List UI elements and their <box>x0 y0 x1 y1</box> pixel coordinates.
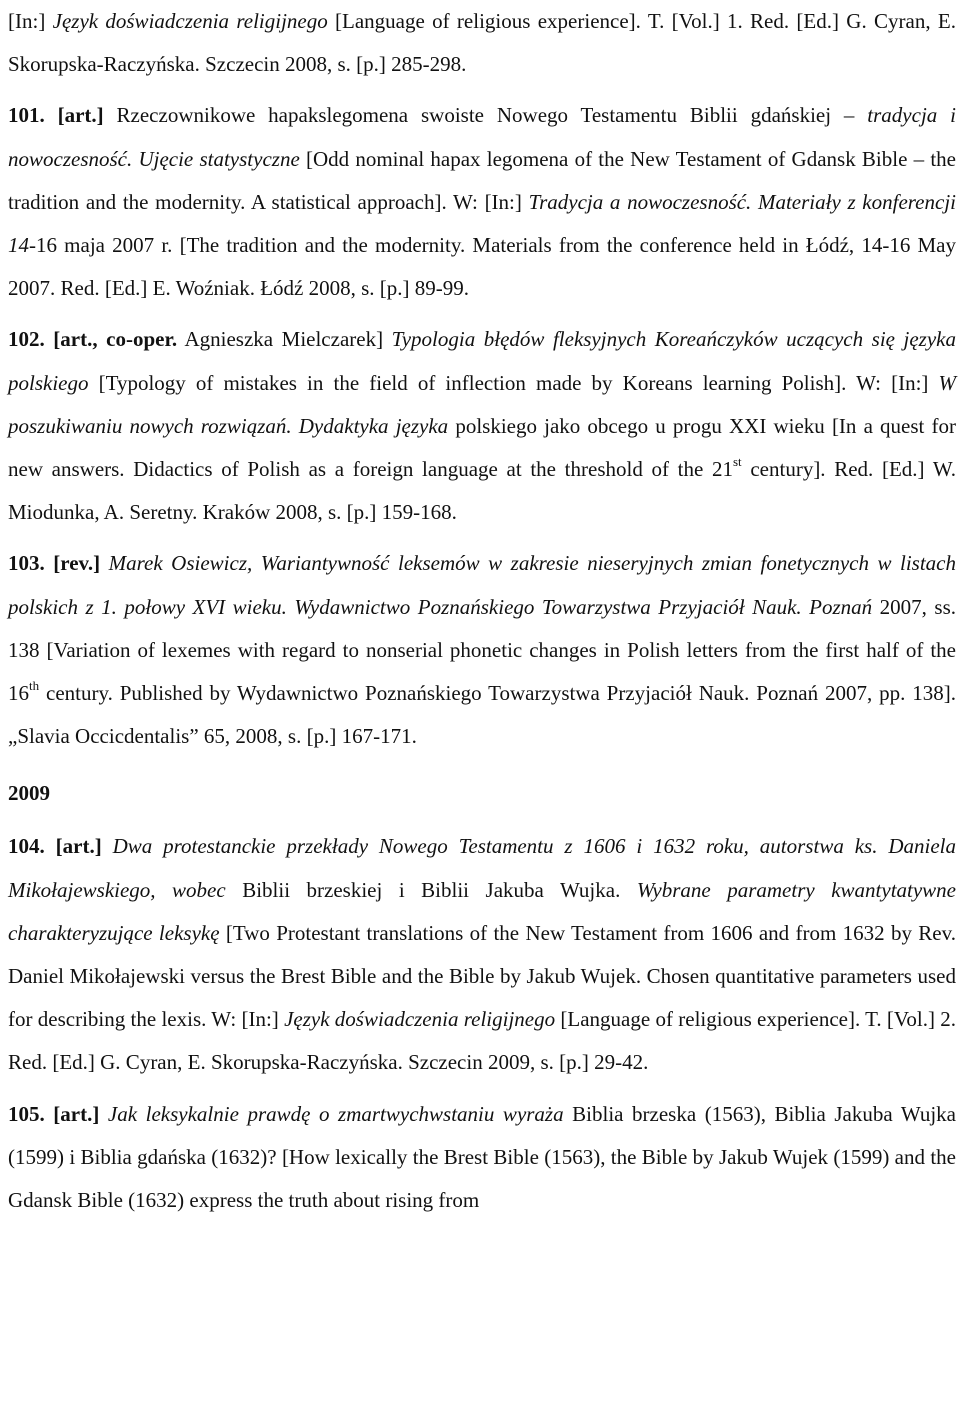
document-page <box>8 0 956 1222</box>
entry-text: [Odd nominal hapax legomena of the New Testament of Gdansk Bible – the tradition and the modernity. A statistical approach]. W: [In:] <box>8 146 956 214</box>
bibliography-entry-104 <box>8 825 956 1084</box>
entry-text: Rzeczownikowe hapakslegomena swoiste Nowego Testamentu Biblii gdańskiej – <box>103 103 868 128</box>
entry-title-italic: W poszukiwaniu nowych rozwiązań. Dydaktyka języka <box>8 370 956 438</box>
entry-text: [Language of religious experience]. T. [Vol.] 1. Red. [Ed.] G. Cyran, E. Skorupska-Raczyńska. Szczecin 2008, s. [p.] 285-298. <box>8 9 956 77</box>
entry-title-italic: Wybrane parametry kwantytatywne charakteryzujące leksykę <box>8 877 957 945</box>
entry-title-italic: Język doświadczenia religijnego <box>52 9 328 33</box>
bibliography-entry-105 <box>8 1093 956 1223</box>
entry-number: 105. [art.] <box>8 1101 100 1126</box>
entry-text <box>99 1102 108 1126</box>
entry-text: Agnieszka Mielczarek] <box>177 327 392 352</box>
entry-text: Biblii brzeskiej i Biblii Jakuba Wujka. <box>225 877 637 902</box>
year-heading: 2009 <box>8 781 50 806</box>
entry-text: 2007, ss. 138 [Variation of lexemes with regard to nonserial phonetic changes in Polish letters from the first half of the 16 <box>8 594 956 706</box>
entry-number: 104. [art.] <box>8 834 102 859</box>
superscript: st <box>733 454 742 470</box>
entry-text <box>100 551 109 575</box>
bibliography-entry-100-tail <box>8 0 956 86</box>
entry-title-italic: Jak leksykalnie prawdę o zmartwychwstaniu wyraża <box>107 1101 564 1126</box>
entry-title-italic: tradycja i nowoczesność. Ujęcie statystyczne <box>8 103 956 171</box>
entry-number: 102. [art., co-oper. <box>8 327 178 352</box>
bibliography-entry-101 <box>8 94 956 310</box>
entry-title-italic: Tradycja a nowoczesność. Materiały z konferencji 14- <box>8 189 956 258</box>
entry-number: 103. [rev.] <box>8 551 101 576</box>
superscript: th <box>29 678 40 694</box>
bibliography-entry-103 <box>8 542 956 758</box>
entry-text <box>102 834 113 858</box>
entry-text: [Typology of mistakes in the field of inflection made by Koreans learning Polish]. W: [In:] <box>88 370 939 395</box>
entry-text: [In:] <box>8 9 53 33</box>
entry-text: [Two Protestant translations of the New Testament from 1606 and from 1632 by Rev. Daniel Mikołajewski versus the Brest Bible and the Bible by Jakub Wujek. Chosen quantitative parameters used for describing the lexis. W: [In:] <box>8 920 956 1032</box>
entry-number: 101. [art.] <box>8 103 104 128</box>
entry-text: [Language of religious experience]. T. [Vol.] 2. Red. [Ed.] G. Cyran, E. Skorupska-Raczyńska. Szczecin 2009, s. [p.] 29-42. <box>8 1007 956 1075</box>
bibliography-entry-102 <box>8 318 956 534</box>
entry-title-italic: Język doświadczenia religijnego <box>284 1007 556 1032</box>
entry-title-italic: Dwa protestanckie przekłady Nowego Testamentu z 1606 i 1632 roku, autorstwa ks. Daniela Mikołajewskiego, wobec <box>8 834 956 902</box>
entry-text: century]. Red. [Ed.] W. Miodunka, A. Seretny. Kraków 2008, s. [p.] 159-168. <box>8 457 956 525</box>
entry-text: polskiego jako obcego u progu XXI wieku [In a quest for new answers. Didactics of Polish as a foreign language at the threshold of the 21 <box>8 413 957 482</box>
entry-title-italic: Marek Osiewicz, Wariantywność leksemów w zakresie nieseryjnych zmian fonetycznych w listach polskich z 1. połowy XVI wieku. Wydawnictwo Poznańskiego Towarzystwa Przyjaciół Nauk. Poznań <box>8 551 956 619</box>
entry-text: 16 maja 2007 r. [The tradition and the modernity. Materials from the conference held in Łódź, 14-16 May 2007. Red. [Ed.] E. Woźniak. Łódź 2008, s. [p.] 89-99. <box>8 233 956 301</box>
entry-text: Biblia brzeska (1563), Biblia Jakuba Wujka (1599) i Biblia gdańska (1632)? [How lexically the Brest Bible (1563), the Bible by Jakub Wujek (1599) and the Gdansk Bible (1632) express the truth about rising from <box>8 1101 957 1213</box>
entry-title-italic: Typologia błędów fleksyjnych Koreańczyków uczących się języka polskiego <box>8 327 956 395</box>
entry-text: century. Published by Wydawnictwo Poznańskiego Towarzystwa Przyjaciół Nauk. Poznań 2007, pp. 138]. „Slavia Occicdentalis” 65, 2008, s. [p.] 167-171. <box>8 681 956 749</box>
